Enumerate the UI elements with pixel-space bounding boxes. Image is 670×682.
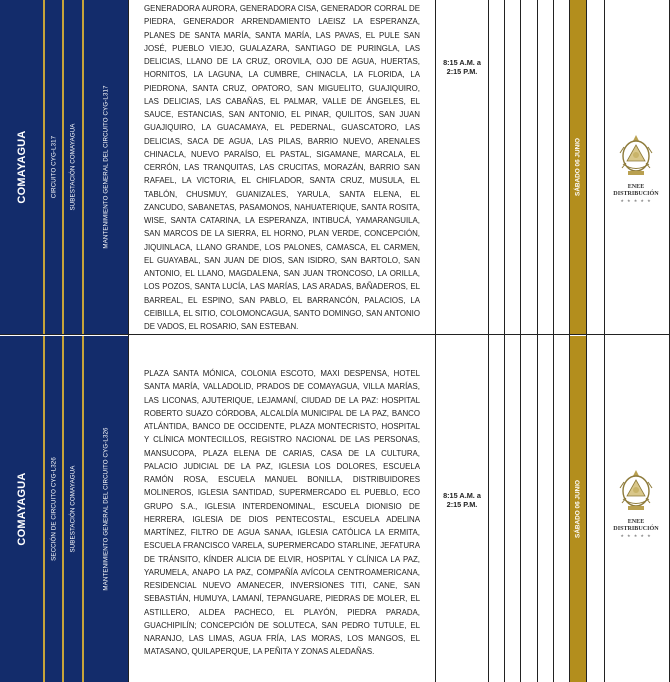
department-cell: [0, 336, 43, 682]
column-rule: [488, 0, 489, 682]
logo-stars-icon: ★ ★ ★ ★ ★: [620, 198, 652, 203]
department-label: COMAYAGUA: [15, 130, 28, 204]
circuit-label: SECCIÓN DE CIRCUITO CYG-L326: [50, 457, 57, 561]
column-rule: [604, 0, 605, 682]
honduras-coat-of-arms-icon: [616, 133, 656, 179]
honduras-coat-of-arms-icon: [616, 468, 656, 514]
work-description: MANTENIMIENTO GENERAL DEL CIRCUITO CYG-L317: [102, 85, 110, 249]
circuit-cell: [45, 0, 62, 334]
substation-label: SUBESTACIÓN COMAYAGUA: [69, 465, 77, 553]
department-cell: [0, 0, 43, 334]
affected-places: PLAZA SANTA MÓNICA, COLONIA ESCOTO, MAXI DESPENSA, HOTEL SANTA MARÍA, VALLADOLID, PRADOS DE COMAYAGUA, VILLA MARÍAS, LAS LICONAS, AJUTERIQUE, LEJAMANÍ, CIUDAD DE LA PAZ: HOSPITAL ROBERTO SUAZO CÓRDOBA, ALCALDÍA MUNICIPAL DE LA PAZ, BANCO ATLÁNTIDA, BANCO DE OCCIDENTE, PLAZA MONTECRISTO, HOSPITAL Y CLÍNICA MONTECILLOS, REGISTRO NACIONAL DE LAS PERSONAS, MANSUCOPA, PLAZA ELENA DE CARIAS, CASA DE LA CULTURA, PALACIO JUDICIAL DE LA PAZ, IGLESIA LOS DOLORES, ESCUELA RAMÓN ROSA, ESCUELA MANUEL BONILLA, DISTRIBUIDORES MOLINEROS, IGLESIA SANTIDAD, SUPERMERCADO EL PUEBLO, ECO GRUPO S.A., IGLESIA INTERDENOMINAL, ESCUELA DIONISIO DE HERRERA, IGLESIA DE DIOS PENTECOSTAL, ESCUELA ADELINA MARTÍNEZ, FILTRO DE AGUA SANAA, IGLESIA CATÓLICA LA ERMITA, ESCUELA FRANCISCO VARELA, SUPERMERCADO STARLINE, JEFATURA DE TRÁNSITO, KÍNDER ALICIA DE ELVIR, HOSPITAL Y CLÍNICA LA PAZ, YARUMELA, ANAPO LA PAZ, COMPAÑÍA AVÍCOLA CENTROAMERICANA, RESIDENCIAL NUEVO AMANECER, INVERSIONES TITI, CANE, SAN SEBASTIÁN, HUMUYA, LAMANÍ, TEPANGUARE, PIEDRAS DE MOLER, EL ASTILLERO, ALDEA PACHECO, EL PLAYÓN, PIEDRA PARADA, GUACHIPILÍN; CONCEPCIÓN DE SOLUTECA, SAN PEDRO TUTULE, EL NARANJO, LAS LIMAS, AGUA FRÍA, LAS MORAS, LOS MANGOS, EL MATASANO, QUILAPERQUE, LA PEÑITA Y ZONAS ALEDAÑAS.: [144, 369, 420, 657]
work-cell: [84, 0, 128, 334]
column-rule: [537, 0, 538, 682]
logo-stars-icon: ★ ★ ★ ★ ★: [620, 533, 652, 538]
column-rule: [128, 0, 129, 682]
column-rule: [553, 0, 554, 682]
date-cell: [570, 0, 586, 334]
enee-logo: [608, 468, 664, 538]
column-rule: [569, 0, 570, 682]
column-rule: [586, 0, 587, 682]
column-rule: [435, 0, 436, 682]
circuit-label: CIRCUITO CYG-L317: [50, 135, 57, 199]
column-rule: [520, 0, 521, 682]
work-cell: [84, 336, 128, 682]
time-window: 8:15 A.M. a 2:15 P.M.: [443, 491, 481, 509]
column-rule: [504, 0, 505, 682]
substation-label: SUBESTACIÓN COMAYAGUA: [69, 123, 77, 211]
date-cell: [570, 336, 586, 682]
affected-places: GENERADORA AURORA, GENERADORA CISA, GENERADOR CORRAL DE PIEDRA, GENERADOR ARRENDAMIENTO LAEISZ LA ESPERANZA, PLANES DE SANTA MARÍA, SANTA MARÍA, LAS PAVAS, EL PULE SAN JOSÉ, PUEBLO VIEJO, GUALAZARA, SANTIAGO DE PURINGLA, LAS DELICIAS, LLANO DE LA CRUZ, OROVILA, OJO DE AGUA, HUERTAS, HORNITOS, LA LAGUNA, LA CUMBRE, CHINACLA, LA FLORIDA, LA PIEDRONA, SANTA CRUZ, OPATORO, SAN MIGUELITO, GUAJIQUIRO, LAS DELICIAS, LAS CABAÑAS, EL PALMAR, VALLE DE ÁNGELES, EL SAUCE, ESTANCIAS, SAN ANTONIO, EL PINAR, QUILITOS, SAN JUAN GUAJIQUIRO, LA GUACAMAYA, EL PEDERNAL, GUASCATORO, LAS DELICIAS, SACA DE AGUA, LAS PILAS, BARRIO NUEVO, ARENALES CHINACLA, NUEVO PARAÍSO, EL PASTAL, SIGAMANE, MARCALA, EL CERRÓN, LAS TRANQUITAS, LAS CRUCITAS, MORAZÁN, BARRIO SAN RAFAEL, LA VICTORIA, EL CHIFLADOR, SANTA CRUZ, MUSULA, EL TABLÓN, CHUSMUY, GUANIZALES, YARULA, SANTA ELENA, EL ZANCUDO, SABANETAS, PASAMONOS, NAHUATERIQUE, SANTA ROSITA, WISE, SANTA CATARINA, LA ESPERANZA, INTIBUCÁ, YAMARANGUILA, SAN MARCOS DE LA SIERRA, EL HORNO, PLAN VERDE, CONCEPCIÓN, JIQUINLACA, LLANO GRANDE, LOS PALONES, CAMASCA, EL CARMEN, EL GUAYABAL, SAN JUAN DE DIOS, SAN ISIDRO, SAN BARTOLO, SAN ANTONIO, EL LLANO, MAGDALENA, SAN JUAN TRONCOSO, LA ORILLA, LOS POZOS, SANTA LUCÍA, LAS MARÍAS, LAS ARADAS, BAÑADEROS, EL BARREAL, EL ESPINO, SAN PABLO, EL BARRANCÓN, PALACIOS, LA CEIBILLA, EL SITIO, COLOMONCAGUA, SANTO DOMINGO, SAN ANTONIO DE VADOS, EL ROSARIO, SAN ESTEBAN.: [144, 4, 420, 331]
substation-cell: [64, 0, 82, 334]
time-window: 8:15 A.M. a 2:15 P.M.: [443, 58, 481, 76]
navy-block: [0, 0, 128, 334]
substation-cell: [64, 336, 82, 682]
date-label: SÁBADO 06 JUNIO: [574, 480, 582, 538]
enee-logo: [608, 133, 664, 203]
circuit-cell: [45, 336, 62, 682]
department-label: COMAYAGUA: [15, 472, 28, 546]
navy-block: [0, 336, 128, 682]
work-description: MANTENIMIENTO GENERAL DEL CIRCUITO CYG-L326: [102, 427, 110, 591]
date-label: SÁBADO 06 JUNIO: [574, 138, 582, 196]
logo-caption: ENEE DISTRIBUCIÓN: [613, 519, 659, 532]
logo-caption: ENEE DISTRIBUCIÓN: [613, 184, 659, 197]
